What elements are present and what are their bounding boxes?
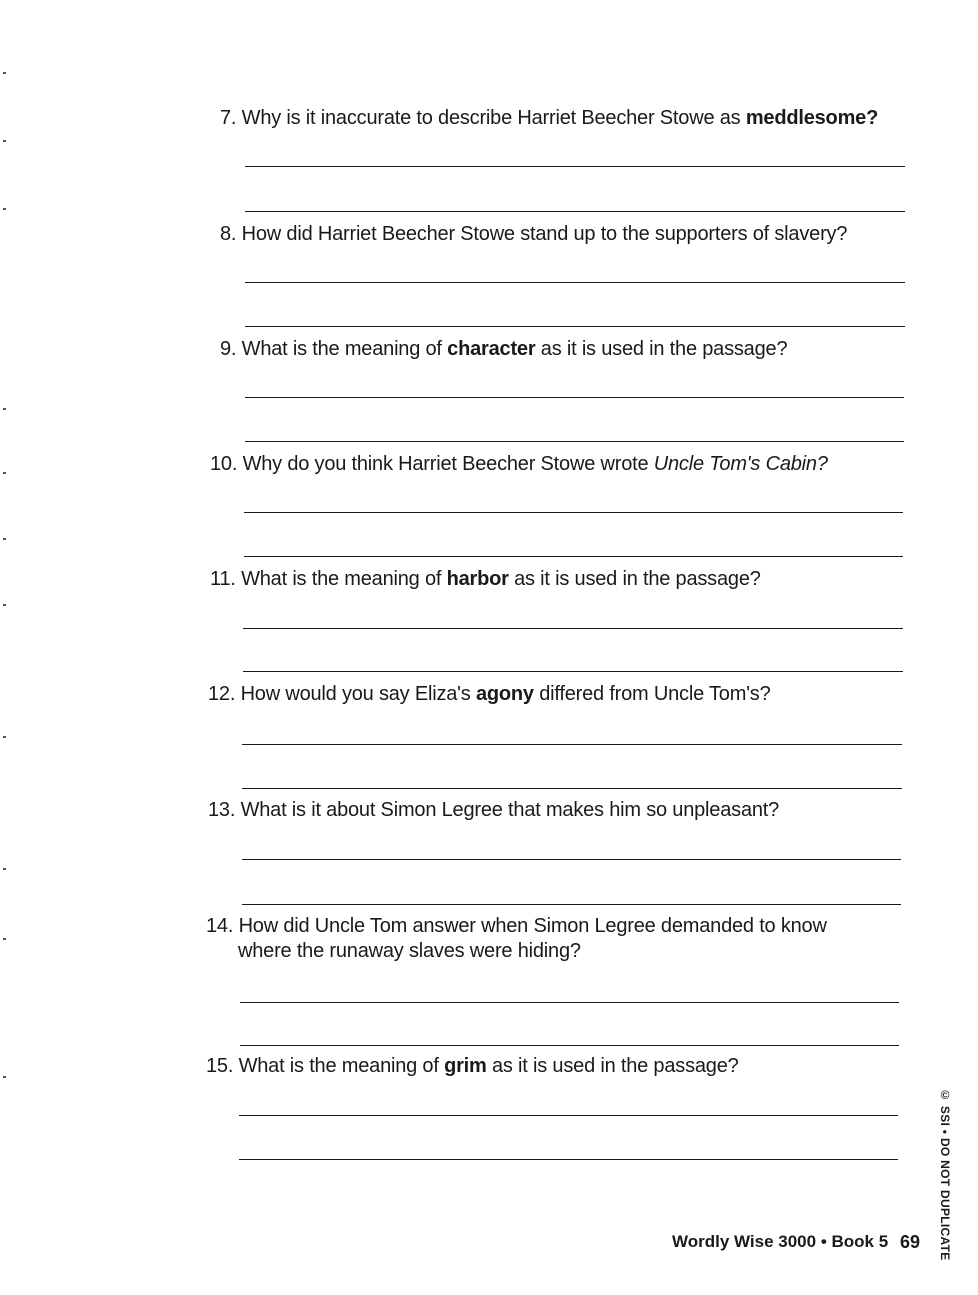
answer-line[interactable]: [242, 904, 901, 905]
scan-mark: [3, 1076, 6, 1078]
scan-mark: [3, 938, 6, 940]
answer-line[interactable]: [242, 744, 902, 745]
book-title: Uncle Tom's Cabin?: [653, 453, 828, 475]
question-number: 13.: [208, 799, 236, 821]
question-7: [220, 106, 878, 130]
answer-line[interactable]: [244, 556, 903, 557]
question-number: 11.: [210, 568, 236, 590]
question-12: [208, 682, 771, 706]
scan-mark: [3, 604, 6, 606]
answer-line[interactable]: [245, 282, 905, 283]
answer-line[interactable]: [245, 211, 905, 212]
question-number: 12.: [208, 683, 236, 705]
question-text: What is the meaning of: [241, 338, 448, 360]
question-text: as it is used in the passage?: [486, 1055, 739, 1077]
question-text: What is it about Simon Legree that makes him so unpleasant?: [240, 799, 780, 821]
vocab-word: meddlesome?: [745, 107, 879, 129]
scan-mark: [3, 140, 6, 142]
question-14-continued: [238, 939, 581, 963]
answer-line[interactable]: [239, 1115, 898, 1116]
vocab-word: harbor: [446, 568, 509, 590]
question-10: [210, 452, 828, 476]
question-text: where the runaway slaves were hiding?: [238, 940, 581, 962]
answer-line[interactable]: [242, 859, 901, 860]
scan-mark: [3, 868, 6, 870]
question-13: [208, 798, 779, 822]
question-text: How did Harriet Beecher Stowe stand up to the supporters of slavery?: [241, 223, 848, 245]
answer-line[interactable]: [240, 1002, 899, 1003]
answer-line[interactable]: [245, 397, 904, 398]
answer-line[interactable]: [240, 1045, 899, 1046]
answer-line[interactable]: [243, 628, 903, 629]
vocab-word: character: [447, 338, 536, 360]
scan-mark: [3, 72, 6, 74]
question-text: as it is used in the passage?: [508, 568, 761, 590]
vocab-word: agony: [475, 683, 534, 705]
question-text: differed from Uncle Tom's?: [533, 683, 771, 705]
question-text: What is the meaning of: [241, 568, 447, 590]
answer-line[interactable]: [243, 671, 903, 672]
question-11: [210, 567, 761, 591]
question-number: 7.: [220, 107, 237, 129]
page-number: 69: [900, 1232, 921, 1252]
scan-mark: [3, 472, 6, 474]
answer-line[interactable]: [239, 1159, 898, 1160]
question-number: 14.: [206, 915, 234, 937]
question-number: 15.: [206, 1055, 234, 1077]
question-text: Why do you think Harriet Beecher Stowe wrote: [242, 453, 654, 475]
vocab-word: grim: [444, 1055, 487, 1077]
book-title-footer: Wordly Wise 3000 • Book 5: [672, 1232, 889, 1251]
scan-mark: [3, 538, 6, 540]
question-text: What is the meaning of: [238, 1055, 445, 1077]
question-text: How did Uncle Tom answer when Simon Legree demanded to know: [238, 915, 827, 937]
scan-mark: [3, 208, 6, 210]
question-8: [220, 222, 847, 246]
question-number: 10.: [210, 453, 238, 475]
copyright-notice: © SSI • DO NOT DUPLICATE: [938, 1088, 952, 1261]
answer-line[interactable]: [245, 326, 905, 327]
answer-line[interactable]: [242, 788, 902, 789]
question-text: How would you say Eliza's: [240, 683, 476, 705]
answer-line[interactable]: [245, 166, 905, 167]
scan-mark: [3, 736, 6, 738]
answer-line[interactable]: [244, 512, 903, 513]
scan-mark: [3, 408, 6, 410]
question-text: Why is it inaccurate to describe Harriet Beecher Stowe as: [241, 107, 746, 129]
answer-line[interactable]: [245, 441, 904, 442]
question-number: 9.: [220, 338, 237, 360]
question-text: as it is used in the passage?: [535, 338, 788, 360]
question-15: [206, 1054, 739, 1078]
question-number: 8.: [220, 223, 237, 245]
question-9: [220, 337, 787, 361]
question-14: [206, 914, 827, 938]
